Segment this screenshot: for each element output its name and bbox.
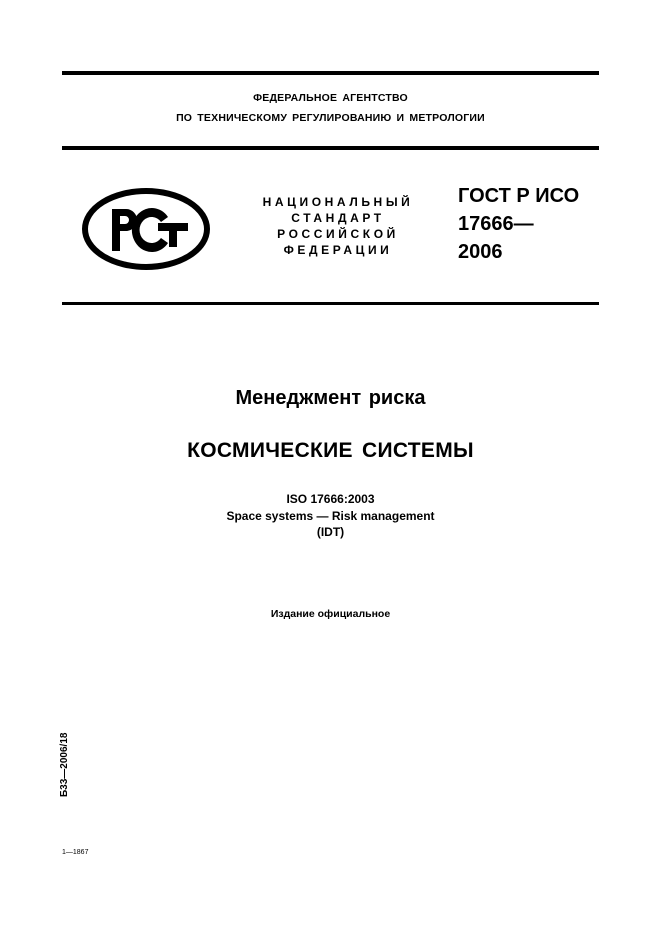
agency-line-1: ФЕДЕРАЛЬНОЕ АГЕНТСТВО <box>253 92 408 104</box>
standard-designation-line-2: 17666— <box>458 213 534 235</box>
rst-certification-logo-icon <box>80 187 212 271</box>
national-standard-line-3: РОССИЙСКОЙ <box>277 227 399 241</box>
iso-degree: (IDT) <box>316 525 345 539</box>
top-rule <box>62 71 599 75</box>
national-standard-line-4: ФЕДЕРАЦИИ <box>283 243 393 257</box>
document-subtitle: КОСМИЧЕСКИЕ СИСТЕМЫ <box>187 439 474 462</box>
agency-line-2: ПО ТЕХНИЧЕСКОМУ РЕГУЛИРОВАНИЮ И МЕТРОЛОГИИ <box>176 112 485 124</box>
national-standard-line-2: СТАНДАРТ <box>291 211 385 225</box>
national-standard-line-1: НАЦИОНАЛЬНЫЙ <box>262 195 414 209</box>
side-catalog-code: Б33—2006/18 <box>59 732 70 797</box>
header-rule <box>62 146 599 150</box>
document-title: Менеджмент риска <box>235 387 426 409</box>
standard-designation-line-3: 2006 <box>458 241 503 263</box>
iso-title: Space systems — Risk management <box>226 509 435 523</box>
edition-note: Издание официальное <box>270 608 391 620</box>
print-code: 1—1867 <box>62 849 89 856</box>
iso-code: ISO 17666:2003 <box>286 492 375 506</box>
standard-designation-line-1: ГОСТ Р ИСО <box>458 185 580 207</box>
middle-rule <box>62 302 599 305</box>
